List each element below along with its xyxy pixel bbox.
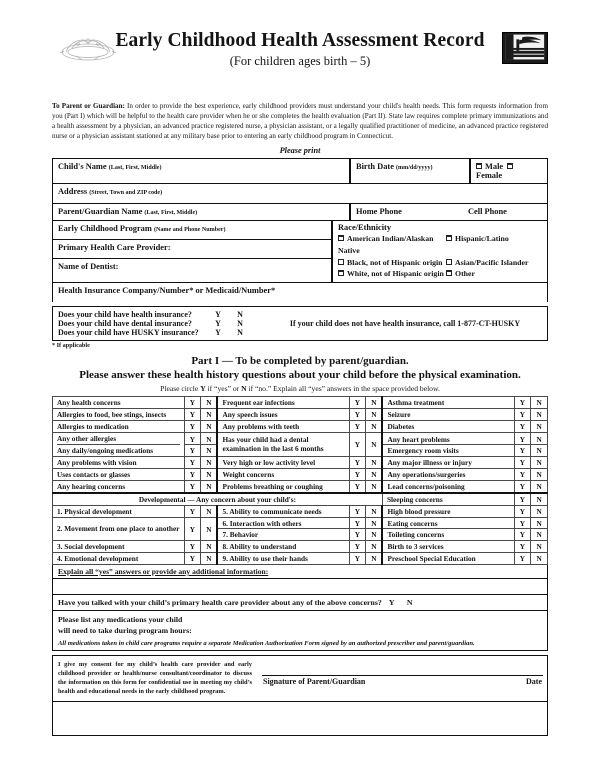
- yn-no[interactable]: N: [201, 506, 218, 518]
- insurance-question-list: [58, 310, 268, 337]
- q-problems-with-vision[interactable]: Any problems with vision: [53, 457, 185, 469]
- race-option-row: [338, 257, 542, 269]
- yn-no[interactable]: N: [366, 469, 383, 481]
- consent-block: [52, 655, 548, 702]
- yn-yes[interactable]: Y: [349, 481, 366, 494]
- yn-no[interactable]: N: [531, 409, 548, 421]
- race-label: Asian/Pacific Islander: [455, 257, 529, 267]
- q-toileting-concerns[interactable]: Toileting concerns: [387, 530, 445, 539]
- dentist-label: Name of Dentist:: [58, 262, 119, 272]
- yn-no[interactable]: N: [201, 397, 218, 409]
- signature-label: Signature of Parent/Guardian: [263, 676, 366, 686]
- explain-answer-area[interactable]: [53, 578, 547, 594]
- yn-yes[interactable]: Y: [515, 434, 531, 445]
- yn-yes[interactable]: Y: [514, 506, 531, 518]
- race-label: Black, not of Hispanic origin: [347, 257, 443, 267]
- yn-no[interactable]: N: [201, 434, 216, 445]
- insurance-dental-no[interactable]: N: [237, 319, 243, 328]
- yn-no-stack: [201, 433, 218, 457]
- checkbox-female-icon[interactable]: [507, 163, 513, 169]
- health-history-table: [52, 396, 548, 565]
- intro-lead: To Parent or Guardian:: [52, 102, 125, 110]
- primary-provider-label: Primary Health Care Provider:: [58, 243, 171, 253]
- yn-yes-stack: [184, 433, 201, 457]
- gender-field[interactable]: [471, 159, 547, 183]
- race-option-asian-pacific[interactable]: [446, 257, 542, 269]
- insurance-husky-no[interactable]: N: [237, 328, 243, 337]
- yn-no[interactable]: N: [366, 518, 381, 529]
- insurance-health-label: Does your child have health insurance?: [58, 310, 192, 319]
- yn-no-stack: [531, 433, 548, 457]
- q-speech-issues[interactable]: Any speech issues: [217, 409, 349, 421]
- yn-yes[interactable]: Y: [514, 409, 531, 421]
- table-row: [53, 457, 548, 469]
- yn-no[interactable]: N: [201, 481, 218, 494]
- yn-yes[interactable]: Y: [515, 518, 531, 529]
- gender-male-label: Male: [485, 162, 504, 172]
- birth-date-field[interactable]: [351, 159, 471, 183]
- explain-block: [52, 565, 548, 595]
- husky-hotline-note: If your child does not have health insurance, call 1-877-CT-HUSKY: [289, 319, 521, 328]
- yn-no[interactable]: N: [201, 541, 218, 553]
- insurance-questions-block: [52, 306, 548, 341]
- address-hint: (Street, Town and ZIP code): [89, 190, 163, 197]
- birth-date-hint: (mm/dd/yyyy): [396, 165, 433, 172]
- checkbox-hispanic-icon[interactable]: [446, 235, 452, 241]
- yn-no[interactable]: N: [531, 518, 547, 529]
- yn-no[interactable]: N: [531, 481, 548, 494]
- yn-yes[interactable]: Y: [519, 530, 526, 539]
- q-any-health-concerns[interactable]: Any health concerns: [53, 397, 185, 409]
- yn-yes[interactable]: Y: [184, 506, 201, 518]
- yn-yes[interactable]: Y: [349, 433, 366, 457]
- yn-yes[interactable]: Y: [514, 481, 531, 494]
- table-row: [53, 469, 548, 481]
- yn-yes[interactable]: Y: [185, 434, 201, 445]
- medications-line1: Please list any medications your child: [58, 615, 183, 624]
- q-allergies-food[interactable]: Allergies to food, bee stings, insects: [53, 409, 185, 421]
- part-one-heading: [0, 355, 600, 393]
- signature-area[interactable]: [258, 656, 547, 701]
- q-other-allergies-group: [53, 433, 185, 457]
- yn-yes-stack: [514, 433, 531, 457]
- yn-no[interactable]: N: [201, 553, 218, 565]
- q-major-illness-injury[interactable]: Any major illness or injury: [382, 457, 514, 469]
- insurance-question-row[interactable]: [58, 328, 268, 337]
- yn-no[interactable]: N: [366, 481, 383, 494]
- yn-yes[interactable]: Y: [349, 553, 366, 565]
- home-phone-field[interactable]: [351, 204, 463, 220]
- signature-line: [262, 675, 543, 676]
- yn-yes[interactable]: Y: [514, 421, 531, 433]
- yn-yes[interactable]: Y: [184, 469, 201, 481]
- dev-interaction-with-others[interactable]: 6. Interaction with others: [218, 518, 348, 529]
- checkbox-american-indian-icon[interactable]: [338, 235, 344, 241]
- q-diabetes[interactable]: Diabetes: [382, 421, 514, 433]
- insurance-health-yes[interactable]: Y: [215, 310, 221, 319]
- parent-name-row: [53, 204, 547, 221]
- yn-yes[interactable]: Y: [184, 409, 201, 421]
- yn-yes[interactable]: Y: [354, 530, 361, 539]
- yn-yes[interactable]: Y: [514, 541, 531, 553]
- q-lead-concerns[interactable]: Lead concerns/poisoning: [382, 481, 514, 494]
- please-print-note: Please print: [279, 146, 321, 156]
- yn-no[interactable]: N: [366, 506, 383, 518]
- program-and-race-row: [53, 221, 547, 283]
- yn-yes[interactable]: Y: [184, 397, 201, 409]
- q-eating-concerns[interactable]: Eating concerns: [383, 518, 513, 529]
- yn-no[interactable]: N: [536, 530, 542, 539]
- parent-name-label: Parent/Guardian Name: [58, 207, 143, 217]
- q-emergency-room[interactable]: Emergency room visits: [387, 445, 459, 455]
- medications-note: All medications taken in child care programs require a separate Medication Authorization Form signed by an authorized prescriber and parent/guardian.: [58, 639, 475, 647]
- yn-no[interactable]: N: [371, 530, 377, 539]
- yn-yes[interactable]: Y: [349, 421, 366, 433]
- yn-yes[interactable]: Y: [184, 518, 201, 541]
- yn-yes[interactable]: Y: [184, 421, 201, 433]
- instruction-y: Y: [200, 384, 206, 393]
- talked-no[interactable]: N: [406, 598, 413, 607]
- q-heart-problems[interactable]: Any heart problems: [383, 434, 513, 445]
- q-preschool-special-education[interactable]: Preschool Special Education: [382, 553, 514, 565]
- dev-communicate-needs[interactable]: 5. Ability to communicate needs: [217, 506, 349, 518]
- yn-no[interactable]: N: [366, 409, 383, 421]
- part-one-line2: Please answer these health history questions about your child before the physical examination.: [79, 369, 521, 381]
- dentist-field[interactable]: [53, 259, 331, 278]
- yn-no[interactable]: N: [536, 445, 542, 455]
- q-problems-with-teeth[interactable]: Any problems with teeth: [217, 421, 349, 433]
- yn-yes[interactable]: Y: [184, 481, 201, 494]
- instruction-mid: if “yes” or: [205, 384, 242, 393]
- insurance-husky-yes[interactable]: Y: [215, 328, 221, 337]
- yn-no[interactable]: N: [201, 457, 218, 469]
- parent-name-hint: (Last, First, Middle): [144, 210, 198, 217]
- yn-no[interactable]: N: [531, 421, 548, 433]
- q-heart-er-group: [382, 433, 514, 457]
- demographics-block: [52, 158, 548, 302]
- yn-yes[interactable]: Y: [349, 457, 366, 469]
- talked-question-label: Have you talked with your child’s primary health care provider about any of the above concerns?: [58, 598, 382, 607]
- q-asthma-treatment[interactable]: Asthma treatment: [382, 397, 514, 409]
- race-label: Hispanic/Latino: [455, 234, 509, 244]
- yn-yes[interactable]: Y: [514, 493, 531, 506]
- cell-phone-field[interactable]: [463, 204, 547, 220]
- insurance-dental-yes[interactable]: Y: [215, 319, 221, 328]
- yn-yes[interactable]: Y: [349, 409, 366, 421]
- checkbox-asian-pacific-icon[interactable]: [446, 259, 452, 265]
- table-row: [53, 541, 548, 553]
- medications-block: [52, 611, 548, 651]
- race-option-row: [338, 233, 542, 256]
- explain-label: Explain all “yes” answers or provide any additional information:: [58, 567, 269, 576]
- primary-provider-field[interactable]: [53, 240, 331, 259]
- part-one-instruction: [0, 384, 600, 393]
- consent-text: I give my consent for my child’s health care provider and early childhood provider or health/nurse consultant/coordinator to discuss the information on this form for confidential use in meeting my child’s health and educational needs in the early childhood program.: [58, 660, 252, 696]
- q-other-allergies[interactable]: Any other allergies: [57, 434, 180, 445]
- race-option-american-indian[interactable]: [338, 233, 446, 256]
- q-frequent-ear-infections[interactable]: Frequent ear infections: [217, 397, 349, 409]
- checkbox-black-icon[interactable]: [338, 259, 344, 265]
- child-name-label: Child's Name: [58, 162, 107, 172]
- insurance-question-row[interactable]: [58, 319, 268, 328]
- if-applicable-footnote: * If applicable: [52, 342, 90, 349]
- yn-yes[interactable]: Y: [514, 553, 531, 565]
- table-row: [53, 553, 548, 565]
- yn-no[interactable]: N: [201, 469, 218, 481]
- race-label: Other: [455, 269, 475, 279]
- yn-yes[interactable]: Y: [350, 518, 366, 529]
- table-row: [53, 433, 548, 457]
- q-high-blood-pressure[interactable]: High blood pressure: [382, 506, 514, 518]
- q-operations-surgeries[interactable]: Any operations/surgeries: [382, 469, 514, 481]
- instruction-pre: Please circle: [160, 384, 201, 393]
- page-title: Early Childhood Health Assessment Record: [115, 30, 485, 51]
- yn-no[interactable]: N: [366, 433, 383, 457]
- bottom-blank-box: [52, 702, 548, 736]
- dev-use-their-hands[interactable]: 9. Ability to use their hands: [217, 553, 349, 565]
- program-hint: (Name and Phone Number): [153, 227, 226, 234]
- yn-yes[interactable]: Y: [349, 469, 366, 481]
- address-row: [53, 184, 547, 204]
- table-row: [53, 409, 548, 421]
- yn-yes[interactable]: Y: [184, 541, 201, 553]
- yn-yes[interactable]: Y: [184, 553, 201, 565]
- state-seal-emblem: [52, 32, 124, 68]
- yn-no[interactable]: N: [366, 397, 383, 409]
- yn-no[interactable]: N: [531, 541, 548, 553]
- yn-no[interactable]: N: [531, 506, 548, 518]
- yn-no[interactable]: N: [366, 553, 383, 565]
- part-one-line1: Part I — To be completed by parent/guardian.: [191, 355, 409, 367]
- birth-date-label: Birth Date: [356, 162, 394, 172]
- yn-no[interactable]: N: [531, 397, 548, 409]
- race-option-hispanic[interactable]: [446, 233, 542, 256]
- yn-no[interactable]: N: [201, 409, 218, 421]
- yn-no[interactable]: N: [531, 553, 548, 565]
- q-birth-to-3-services[interactable]: Birth to 3 services: [382, 541, 514, 553]
- yn-yes[interactable]: Y: [349, 506, 366, 518]
- insurance-company-label: Health Insurance Company/Number* or Medicaid/Number*: [58, 286, 276, 295]
- intro-body: In order to provide the best experience, early childhood providers must understand your child's health needs. This form requests information from you (Part I) which will be helpful to the health care provider when he or she completes the health evaluation (Part II). State law requires complete primary immunizations and a health assessment by a physician, an advanced practice registered nurse, a physician assistant, or a legally qualified practitioner of medicine, an advanced practice registered nurse or a physician assistant stationed at any military base prior to entering an early childhood program in Connecticut.: [52, 102, 548, 141]
- race-label: American Indian/Alaskan Native: [338, 234, 434, 255]
- race-option-black[interactable]: [338, 257, 446, 269]
- left-provider-stack: [53, 221, 333, 282]
- q-allergies-medication[interactable]: Allergies to medication: [53, 421, 185, 433]
- address-field[interactable]: [53, 184, 547, 203]
- insurance-dental-label: Does your child have dental insurance?: [58, 319, 192, 328]
- document-header: [52, 30, 548, 92]
- q-sleeping-concerns[interactable]: Sleeping concerns: [382, 493, 514, 506]
- instruction-post: if “no.” Explain all “yes” answers in the space provided below.: [246, 384, 440, 393]
- yn-yes[interactable]: Y: [349, 541, 366, 553]
- medications-line2: will need to take during program hours:: [58, 626, 192, 636]
- yn-no[interactable]: N: [531, 469, 548, 481]
- q-activity-level[interactable]: Very high or low activity level: [217, 457, 349, 469]
- table-row: [53, 421, 548, 433]
- document-page: [0, 30, 600, 760]
- yn-no-stack: [366, 518, 383, 541]
- yn-yes-stack: [349, 518, 366, 541]
- date-label: Date: [526, 676, 542, 686]
- dev-emotional-development[interactable]: 4. Emotional development: [53, 553, 185, 565]
- q-seizure[interactable]: Seizure: [382, 409, 514, 421]
- home-phone-label: Home Phone: [356, 207, 402, 217]
- parent-name-field[interactable]: [53, 204, 351, 220]
- q-contacts-or-glasses[interactable]: Uses contacts or glasses: [53, 469, 185, 481]
- talked-yes[interactable]: Y: [388, 598, 395, 607]
- talked-with-provider-row[interactable]: [52, 595, 548, 611]
- q-weight-concerns[interactable]: Weight concerns: [217, 469, 349, 481]
- insurance-company-field[interactable]: [53, 283, 547, 302]
- developmental-heading-row: [53, 493, 548, 506]
- yn-no-stack: [531, 518, 548, 541]
- insurance-health-no[interactable]: N: [237, 310, 243, 319]
- table-row: [53, 506, 548, 518]
- race-option-white[interactable]: [338, 268, 446, 280]
- child-name-hint: (Last, First, Middle): [108, 165, 162, 172]
- race-label: White, not of Hispanic origin: [347, 269, 444, 279]
- dev-physical-development[interactable]: 1. Physical development: [53, 506, 185, 518]
- yn-no[interactable]: N: [201, 518, 218, 541]
- yn-no[interactable]: N: [366, 457, 383, 469]
- dev-social-development[interactable]: 3. Social development: [53, 541, 185, 553]
- dev-behavior[interactable]: 7. Behavior: [222, 530, 259, 539]
- race-ethnicity-group: [333, 221, 547, 282]
- race-ethnicity-title: Race/Ethnicity: [338, 223, 392, 233]
- table-row: [53, 518, 548, 541]
- page-subtitle: (For children ages birth – 5): [229, 54, 371, 69]
- yn-no[interactable]: N: [206, 445, 212, 455]
- cell-phone-label: Cell Phone: [468, 207, 507, 217]
- yn-yes[interactable]: Y: [189, 445, 196, 455]
- q-daily-medications[interactable]: Any daily/ongoing medications: [57, 446, 154, 455]
- yn-no[interactable]: N: [531, 493, 548, 506]
- race-option-other[interactable]: [446, 268, 542, 280]
- intro-paragraph: [52, 101, 548, 141]
- checkbox-white-icon[interactable]: [338, 270, 344, 276]
- instruction-n: N: [241, 384, 247, 393]
- gender-female-label: Female: [476, 171, 503, 181]
- table-row: [53, 397, 548, 409]
- table-row: [53, 481, 548, 494]
- yn-yes[interactable]: Y: [184, 457, 201, 469]
- program-label: Early Childhood Program: [58, 224, 152, 234]
- insurance-company-row: [53, 283, 547, 302]
- yn-yes[interactable]: Y: [514, 469, 531, 481]
- child-name-field[interactable]: [53, 159, 351, 183]
- race-option-row: [338, 268, 542, 280]
- q-breathing-coughing[interactable]: Problems breathing or coughing: [217, 481, 349, 494]
- connecticut-tree-logo: [502, 32, 548, 64]
- q-hearing-concerns[interactable]: Any hearing concerns: [53, 481, 185, 494]
- yn-no[interactable]: N: [366, 541, 383, 553]
- yn-yes[interactable]: Y: [519, 445, 526, 455]
- checkbox-male-icon[interactable]: [476, 163, 482, 169]
- dev-interaction-behavior-group: [217, 518, 349, 541]
- child-name-row: [53, 159, 547, 184]
- dev-ability-to-understand[interactable]: 8. Ability to understand: [217, 541, 349, 553]
- yn-yes-stack: [514, 518, 531, 541]
- q-dental-exam-6-months[interactable]: Has your child had a dental examination in the last 6 months: [217, 433, 349, 457]
- yn-yes[interactable]: Y: [514, 397, 531, 409]
- insurance-husky-label: Does your child have HUSKY insurance?: [58, 328, 199, 337]
- program-field[interactable]: [53, 221, 331, 240]
- insurance-question-row[interactable]: [58, 310, 268, 319]
- developmental-heading: Developmental — Any concern about your child's:: [53, 493, 383, 506]
- yn-no[interactable]: N: [366, 421, 383, 433]
- yn-no[interactable]: N: [531, 457, 548, 469]
- yn-no[interactable]: N: [201, 421, 218, 433]
- dev-movement[interactable]: 2. Movement from one place to another: [53, 518, 185, 541]
- yn-no[interactable]: N: [531, 434, 547, 445]
- yn-yes[interactable]: Y: [514, 457, 531, 469]
- checkbox-other-icon[interactable]: [446, 270, 452, 276]
- yn-yes[interactable]: Y: [349, 397, 366, 409]
- address-label: Address: [58, 187, 88, 197]
- q-eating-toileting-group: [382, 518, 514, 541]
